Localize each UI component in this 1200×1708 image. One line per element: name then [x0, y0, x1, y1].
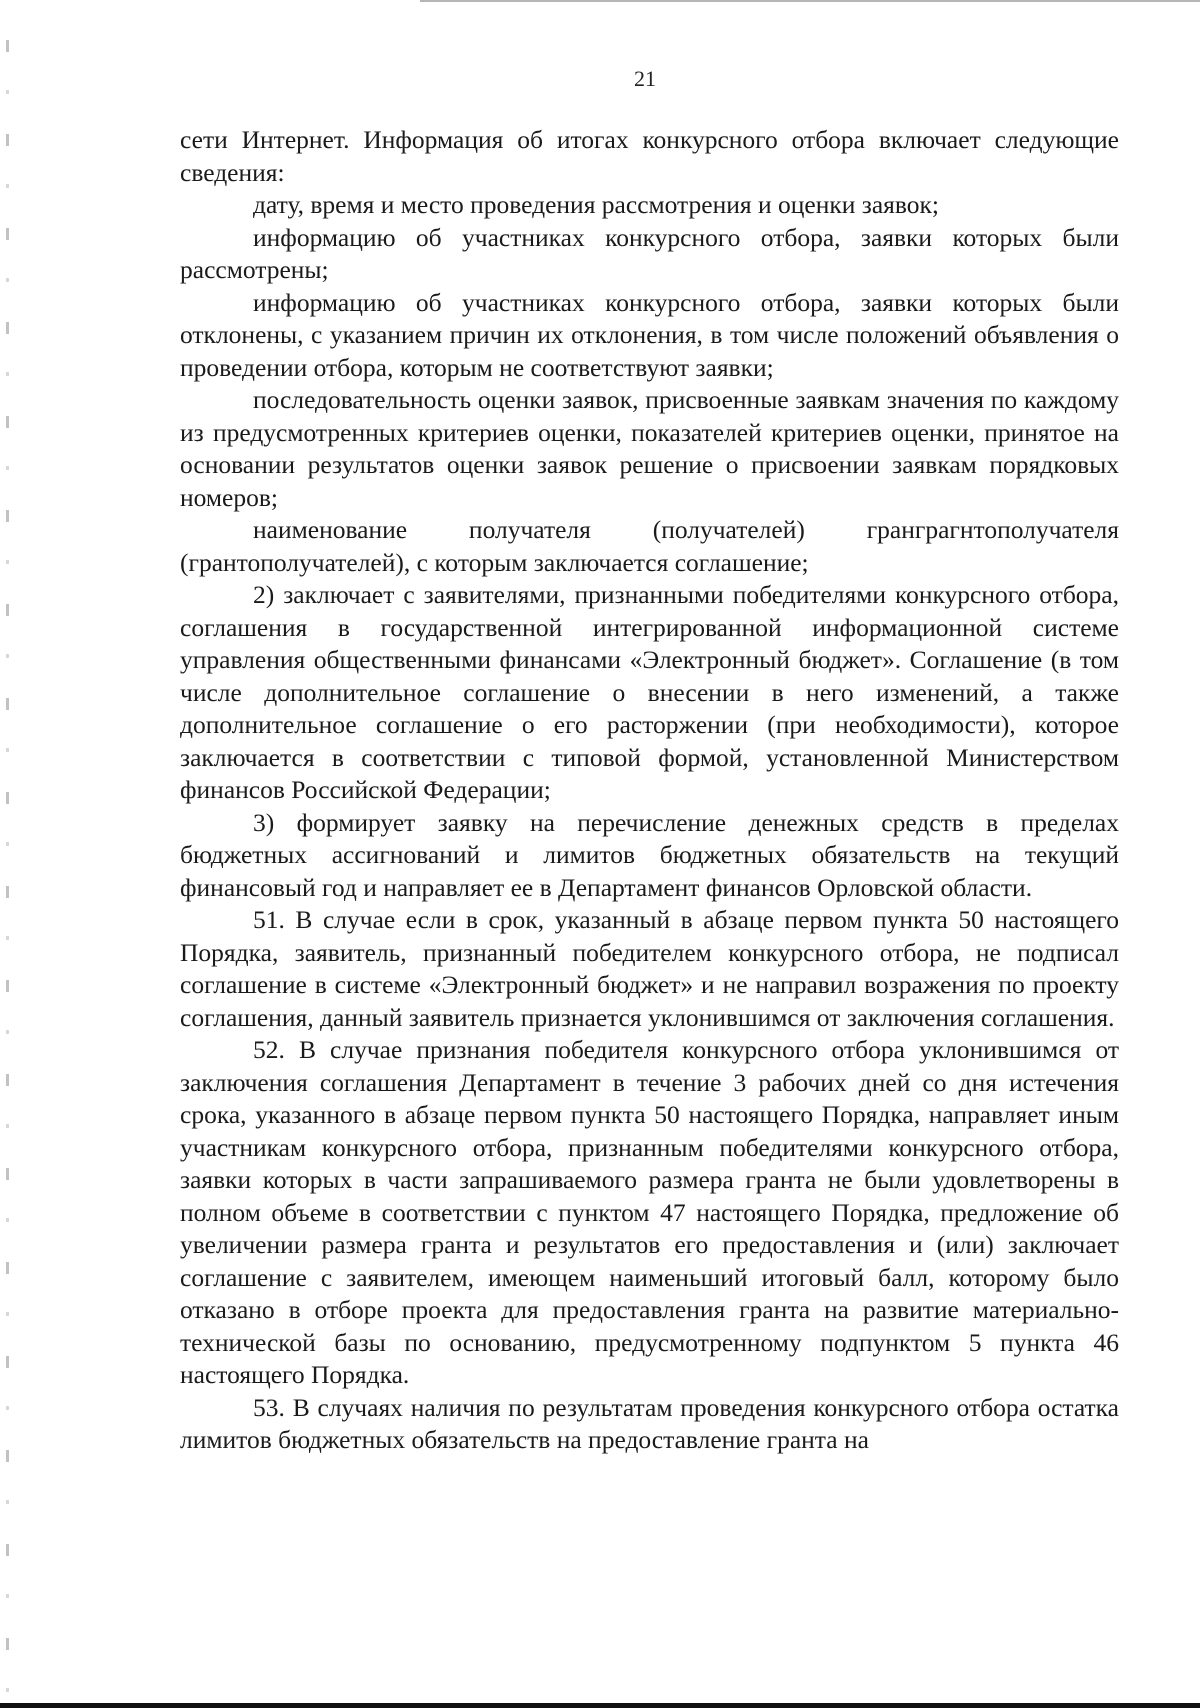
- paragraph-clause-51: 51. В случае если в срок, указанный в абзаце первом пункта 50 настоящего Порядка, заявитель, признанный победителем конкурсного отбора, не подписал соглашение в системе «Электронный бюджет» и не направил возражения по проекту соглашения, данный заявитель признается уклонившимся от заключения соглашения.: [180, 905, 1119, 1032]
- paragraph-participants-reviewed: информацию об участниках конкурсного отбора, заявки которых были рассмотрены;: [180, 222, 1119, 284]
- paragraph-item-2: 2) заключает с заявителями, признанными победителями конкурсного отбора, соглашения в государственной интегрированной информационной системе управления общественными финансами «Электронный бюджет». Соглашение (в том числе дополнительное соглашение о внесении в него изменений, а также дополнительное соглашение о его расторжении (при необходимости), которое заключается в соответствии с типовой формой, установленной Министерством финансов Российской Федерации;: [180, 580, 1119, 804]
- paragraph-date-time-place: дату, время и место проведения рассмотрения и оценки заявок;: [253, 190, 939, 219]
- paragraph-evaluation-sequence: последовательность оценки заявок, присвоенные заявкам значения по каждому из предусмотренных критериев оценки, показателей критериев оценки, принятое на основании результатов оценки заявок решение о присвоении заявкам порядковых номеров;: [180, 385, 1119, 512]
- scan-edge-top: [420, 0, 1200, 2]
- document-body: [180, 124, 1119, 1457]
- scan-edge-left: [6, 0, 9, 1708]
- paragraph-internet-info: сети Интернет. Информация об итогах конкурсного отбора включает следующие сведения:: [180, 125, 1119, 187]
- paragraph-recipient-name: наименование получателя (получателей) гранграгнтополучателя (грантополучателей), с которым заключается соглашение;: [180, 515, 1119, 577]
- scan-edge-bottom: [0, 1703, 1200, 1708]
- paragraph-clause-53: 53. В случаях наличия по результатам проведения конкурсного отбора остатка лимитов бюджетных обязательств на предоставление гранта на: [180, 1392, 1119, 1454]
- paragraph-participants-rejected: информацию об участниках конкурсного отбора, заявки которых были отклонены, с указанием причин их отклонения, в том числе положений объявления о проведении отбора, которым не соответствуют заявки;: [180, 287, 1119, 382]
- paragraph-item-3: 3) формирует заявку на перечисление денежных средств в пределах бюджетных ассигнований и лимитов бюджетных обязательств на текущий финансовый год и направляет ее в Департамент финансов Орловской области.: [180, 807, 1119, 902]
- page-number: 21: [634, 66, 656, 91]
- paragraph-clause-52: 52. В случае признания победителя конкурсного отбора уклонившимся от заключения соглашения Департамент в течение 3 рабочих дней со дня истечения срока, указанного в абзаце первом пункта 50 настоящего Порядка, направляет иным участникам конкурсного отбора, признанным победителями конкурсного отбора, заявки которых в части запрашиваемого размера гранта не были удовлетворены в полном объеме в соответствии с пунктом 47 настоящего Порядка, предложение об увеличении размера гранта и результатов его предоставления и (или) заключает соглашение с заявителем, имеющем наименьший итоговый балл, которому было отказано в отборе проекта для предоставления гранта на развитие материально-технической базы по основанию, предусмотренному подпунктом 5 пункта 46 настоящего Порядка.: [180, 1035, 1119, 1389]
